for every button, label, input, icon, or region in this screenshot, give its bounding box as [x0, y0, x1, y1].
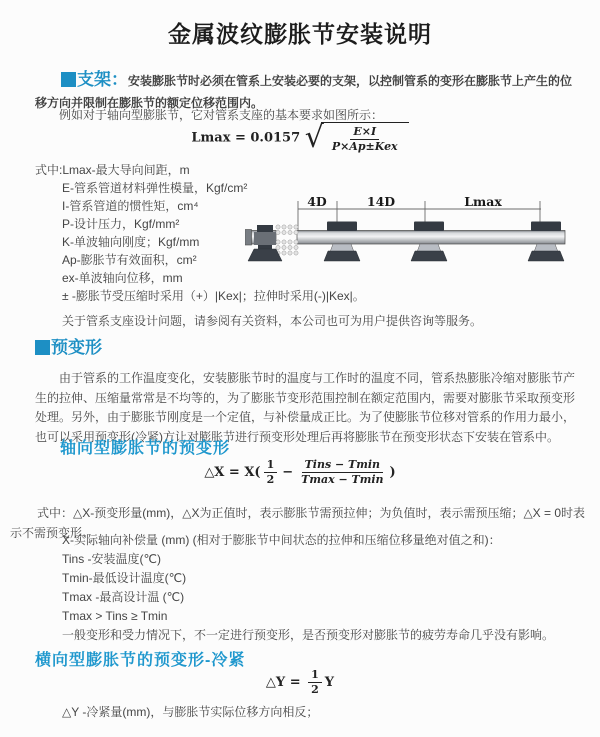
definition-line: I-管系管道的惯性矩，cm⁴ — [62, 199, 199, 213]
definition-line: E-管系管道材料弹性模量，Kgf/cm² — [62, 181, 248, 195]
temperature-fraction-numerator: Tins − Tmin — [302, 458, 383, 473]
axial-formula-explanation: 式中：△X-预变形量(mm)，△X为正值时，表示膨胀节需预拉伸；为负值时，表示需预压缩；△X = 0时表示不需预变形。 — [10, 506, 586, 540]
definition-line: P-设计压力，Kgf/mm² — [62, 217, 180, 231]
lmax-fraction-numerator: E×I — [350, 125, 379, 140]
axial-formula — [0, 458, 600, 487]
lmax-fraction — [329, 125, 401, 154]
support-example-line: 例如对于轴向型膨胀节，它对管系支座的基本要求如图所示： — [59, 108, 384, 122]
dim-label-lmax: Lmax — [464, 194, 502, 209]
axial-definition-line: X-实际轴向补偿量 (mm) (相对于膨胀节中间状态的拉伸和压缩位移量绝对值之和)： — [62, 533, 501, 547]
axial-definition-line: Tmax -最高设计温 (℃) — [62, 590, 185, 604]
predeform-section-heading: 预变形 — [51, 338, 102, 357]
definition-line: 式中:Lmax-最大导向间距，m — [35, 163, 190, 177]
axial-definition-line: Tins -安装温度(℃) — [62, 552, 162, 566]
bellows-icon — [276, 225, 298, 255]
support-section-heading: 支架： — [77, 70, 128, 89]
lateral-formula-rhs: Y — [324, 674, 335, 690]
radical-body — [321, 122, 409, 154]
axial-note-line: 一般变形和受力情况下，不一定进行预变形，是否预变形对膨胀节的疲劳寿命几乎没有影响。 — [62, 628, 555, 642]
axial-formula-lhs: △X = X( — [204, 464, 261, 480]
half-denominator: 2 — [311, 682, 319, 696]
definition-line: ex-单波轴向位移，mm — [62, 271, 183, 285]
definition-line: K-单波轴向刚度；Kgf/mm — [62, 235, 200, 249]
definition-line: Ap-膨胀节有效面积，cm² — [62, 253, 197, 267]
pipe-support-diagram — [245, 193, 595, 288]
minus-operator: − — [282, 464, 294, 480]
lateral-formula-lhs: △Y = — [265, 674, 301, 690]
axial-definition-line: Tmin-最低设计温度(℃) — [62, 571, 187, 585]
page-title: 金属波纹膨胀节安装说明 — [168, 21, 432, 47]
lmax-formula — [0, 119, 600, 155]
half-denominator: 2 — [266, 472, 275, 486]
radical-sign: √ — [304, 119, 324, 155]
dim-label-4d: 4D — [307, 194, 327, 209]
lateral-note: △Y -冷紧量(mm)，与膨胀节实际位移方向相反； — [62, 705, 319, 719]
section-marker-icon — [61, 72, 76, 87]
pipe — [245, 230, 565, 246]
axial-formula-close: ) — [389, 464, 396, 480]
axial-definition-line: Tmax > Tins ≥ Tmin — [62, 609, 168, 623]
temperature-fraction-denominator: Tmax − Tmin — [301, 472, 384, 486]
lmax-formula-lhs: Lmax = 0.0157 — [191, 130, 301, 146]
axial-definitions-list — [62, 531, 554, 645]
axial-subsection-heading: 轴向型膨胀节的预变形 — [60, 440, 231, 457]
half-numerator: 1 — [308, 668, 322, 683]
predeform-paragraph: 由于管系的工作温度变化，安装膨胀节时的温度与工作时的温度不同，管系热膨胀冷缩对膨胀节产生的拉伸、压缩量常常是不均等的，为了膨胀节变形范围控制在额定范围内，需要对膨胀节采取预变形处理。另外，由于膨胀节刚度是一个定值，与补偿量成正比。为了使膨胀节位移对管系的作用力最小，也可以采用预变形(冷紧)方让对膨胀节进行预变形处理后再将膨胀节在预变形状态下安装在管系中。 — [35, 371, 576, 444]
support-intro-text: 安装膨胀节时必须在管系上安装必要的支架，以控制管系的变形在膨胀节上产生的位移方向并限制在膨胀节的额定位移范围内。 — [35, 74, 573, 110]
half-numerator: 1 — [264, 458, 278, 473]
lateral-subsection-heading: 横向型膨胀节的预变形-冷紧 — [35, 652, 246, 669]
half-fraction — [308, 668, 322, 697]
support-note: 关于管系支座设计问题，请参阅有关资料，本公司也可为用户提供咨询等服务。 — [62, 314, 483, 328]
half-fraction — [264, 458, 278, 487]
lmax-fraction-denominator: P×Ap±Kex — [331, 139, 398, 153]
dim-label-14d: 14D — [366, 194, 396, 209]
definition-line: ± -膨胀节受压缩时采用（+）|Kex|；拉伸时采用(-)|Kex|。 — [62, 289, 365, 303]
temperature-fraction — [298, 458, 386, 487]
lateral-formula — [0, 668, 600, 697]
predeform-section-header — [35, 333, 102, 358]
section-marker-icon — [35, 340, 50, 355]
